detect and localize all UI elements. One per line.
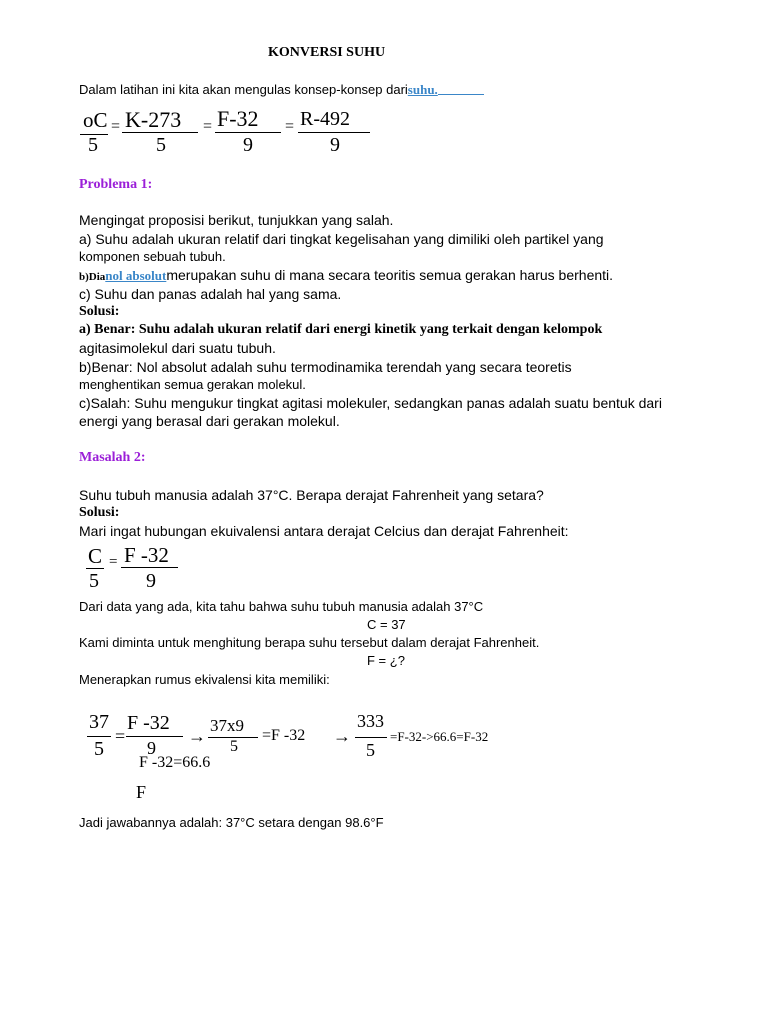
equals-sign: = — [285, 118, 295, 135]
solution-a-line2: agitasimolekul dari suatu tubuh. — [79, 340, 276, 356]
intro-text: Dalam latihan ini kita akan mengulas konsep-konsep dari — [79, 82, 408, 97]
formula-n1: oC — [83, 108, 108, 132]
statement-b — [79, 267, 613, 284]
calc-d2: 9 — [147, 738, 156, 758]
fraction-bar — [126, 736, 183, 737]
problem2-question: Suhu tubuh manusia adalah 37°C. Berapa derajat Fahrenheit yang setara? — [79, 487, 544, 503]
statement-c: c) Suhu dan panas adalah hal yang sama. — [79, 286, 342, 302]
solution-b-line2: menghentikan semua gerakan molekul. — [79, 377, 306, 392]
statement-b-rest: merupakan suhu di mana secara teoritis semua gerakan harus berhenti. — [166, 267, 614, 283]
c-value: C = 37 — [367, 617, 406, 632]
equals-sign: = — [203, 118, 213, 135]
fraction-bar — [121, 567, 178, 568]
statement-b-prefix: b)Dia — [79, 271, 106, 283]
fraction-bar — [355, 737, 387, 738]
calc-tail: =F-32->66.6=F-32 — [390, 729, 489, 744]
fraction-bar — [122, 132, 198, 133]
formula-n3: F-32 — [217, 106, 259, 131]
problem2-heading: Masalah 2: — [79, 450, 146, 465]
problem1-heading: Problema 1: — [79, 177, 153, 192]
calc-n2: F -32 — [127, 712, 170, 734]
link-underline — [438, 82, 484, 95]
calc-n1: 37 — [89, 711, 109, 733]
solution-c-line2: energi yang berasal dari gerakan molekul. — [79, 413, 340, 429]
formula2-d2: 9 — [146, 570, 156, 592]
f-value: F = ¿? — [367, 653, 405, 668]
equals-sign: = — [109, 554, 118, 570]
formula2-n2: F -32 — [124, 543, 169, 567]
statement-a-line1: a) Suhu adalah ukuran relatif dari tingkat kegelisahan yang dimiliki oleh partikel yang — [79, 231, 604, 247]
solution-b-line1: b)Benar: Nol absolut adalah suhu termodinamika terendah yang secara teoretis — [79, 359, 572, 375]
calc-d2-clip — [143, 738, 157, 758]
solution-c-line1: c)Salah: Suhu mengukur tingkat agitasi molekuler, sedangkan panas adalah suatu bentuk dari — [79, 395, 662, 411]
calc-d3-clip — [228, 738, 240, 755]
nol-absolut-link[interactable]: nol absolut — [105, 268, 167, 283]
formula-d4: 9 — [330, 134, 340, 156]
equals-sign: = — [115, 726, 126, 746]
statement-a-line2: komponen sebuah tubuh. — [79, 249, 226, 264]
apply-line: Menerapkan rumus ekivalensi kita memiliki: — [79, 672, 330, 687]
problem1-prompt: Mengingat proposisi berikut, tunjukkan yang salah. — [79, 212, 394, 228]
calc-n4: 333 — [357, 711, 384, 731]
calc-eq2: =F -32 — [262, 727, 306, 744]
ask-line: Kami diminta untuk menghitung berapa suhu tersebut dalam derajat Fahrenheit. — [79, 635, 540, 650]
calc-sub1: F -32=66.6 — [139, 754, 211, 771]
intro-line — [79, 82, 484, 98]
formula2-d1: 5 — [89, 570, 99, 592]
solution-a-line1: a) Benar: Suhu adalah ukuran relatif dari energi kinetik yang terkait dengan kelompok — [79, 322, 603, 337]
formula-n2: K-273 — [125, 107, 182, 132]
formula-d1: 5 — [88, 134, 98, 156]
formula-n4: R-492 — [300, 108, 350, 130]
equals-sign: = — [111, 118, 121, 135]
solusi-label: Solusi: — [79, 304, 120, 319]
fraction-bar — [87, 736, 111, 737]
calc-sub2: F — [136, 782, 147, 802]
fraction-bar — [215, 132, 281, 133]
recall-line: Mari ingat hubungan ekuivalensi antara derajat Celcius dan derajat Fahrenheit: — [79, 523, 569, 539]
final-answer: Jadi jawabannya adalah: 37°C setara dengan 98.6°F — [79, 815, 384, 830]
suhu-link[interactable]: suhu. — [407, 82, 438, 97]
formula2-n1: C — [88, 544, 103, 568]
fraction-bar — [86, 568, 104, 569]
calc-n3: 37x9 — [210, 716, 244, 735]
data-line: Dari data yang ada, kita tahu bahwa suhu tubuh manusia adalah 37°C — [79, 599, 484, 614]
arrow-icon: → — [188, 726, 206, 746]
calc-d3: 5 — [230, 738, 238, 755]
fraction-bar — [298, 132, 370, 133]
solusi-label: Solusi: — [79, 505, 120, 520]
formula-d3: 9 — [243, 134, 253, 156]
calc-d1: 5 — [94, 738, 104, 760]
formula-d2: 5 — [156, 134, 166, 156]
arrow-icon: → — [333, 726, 351, 746]
calc-d4: 5 — [366, 740, 375, 760]
page-title: KONVERSI SUHU — [268, 45, 386, 60]
